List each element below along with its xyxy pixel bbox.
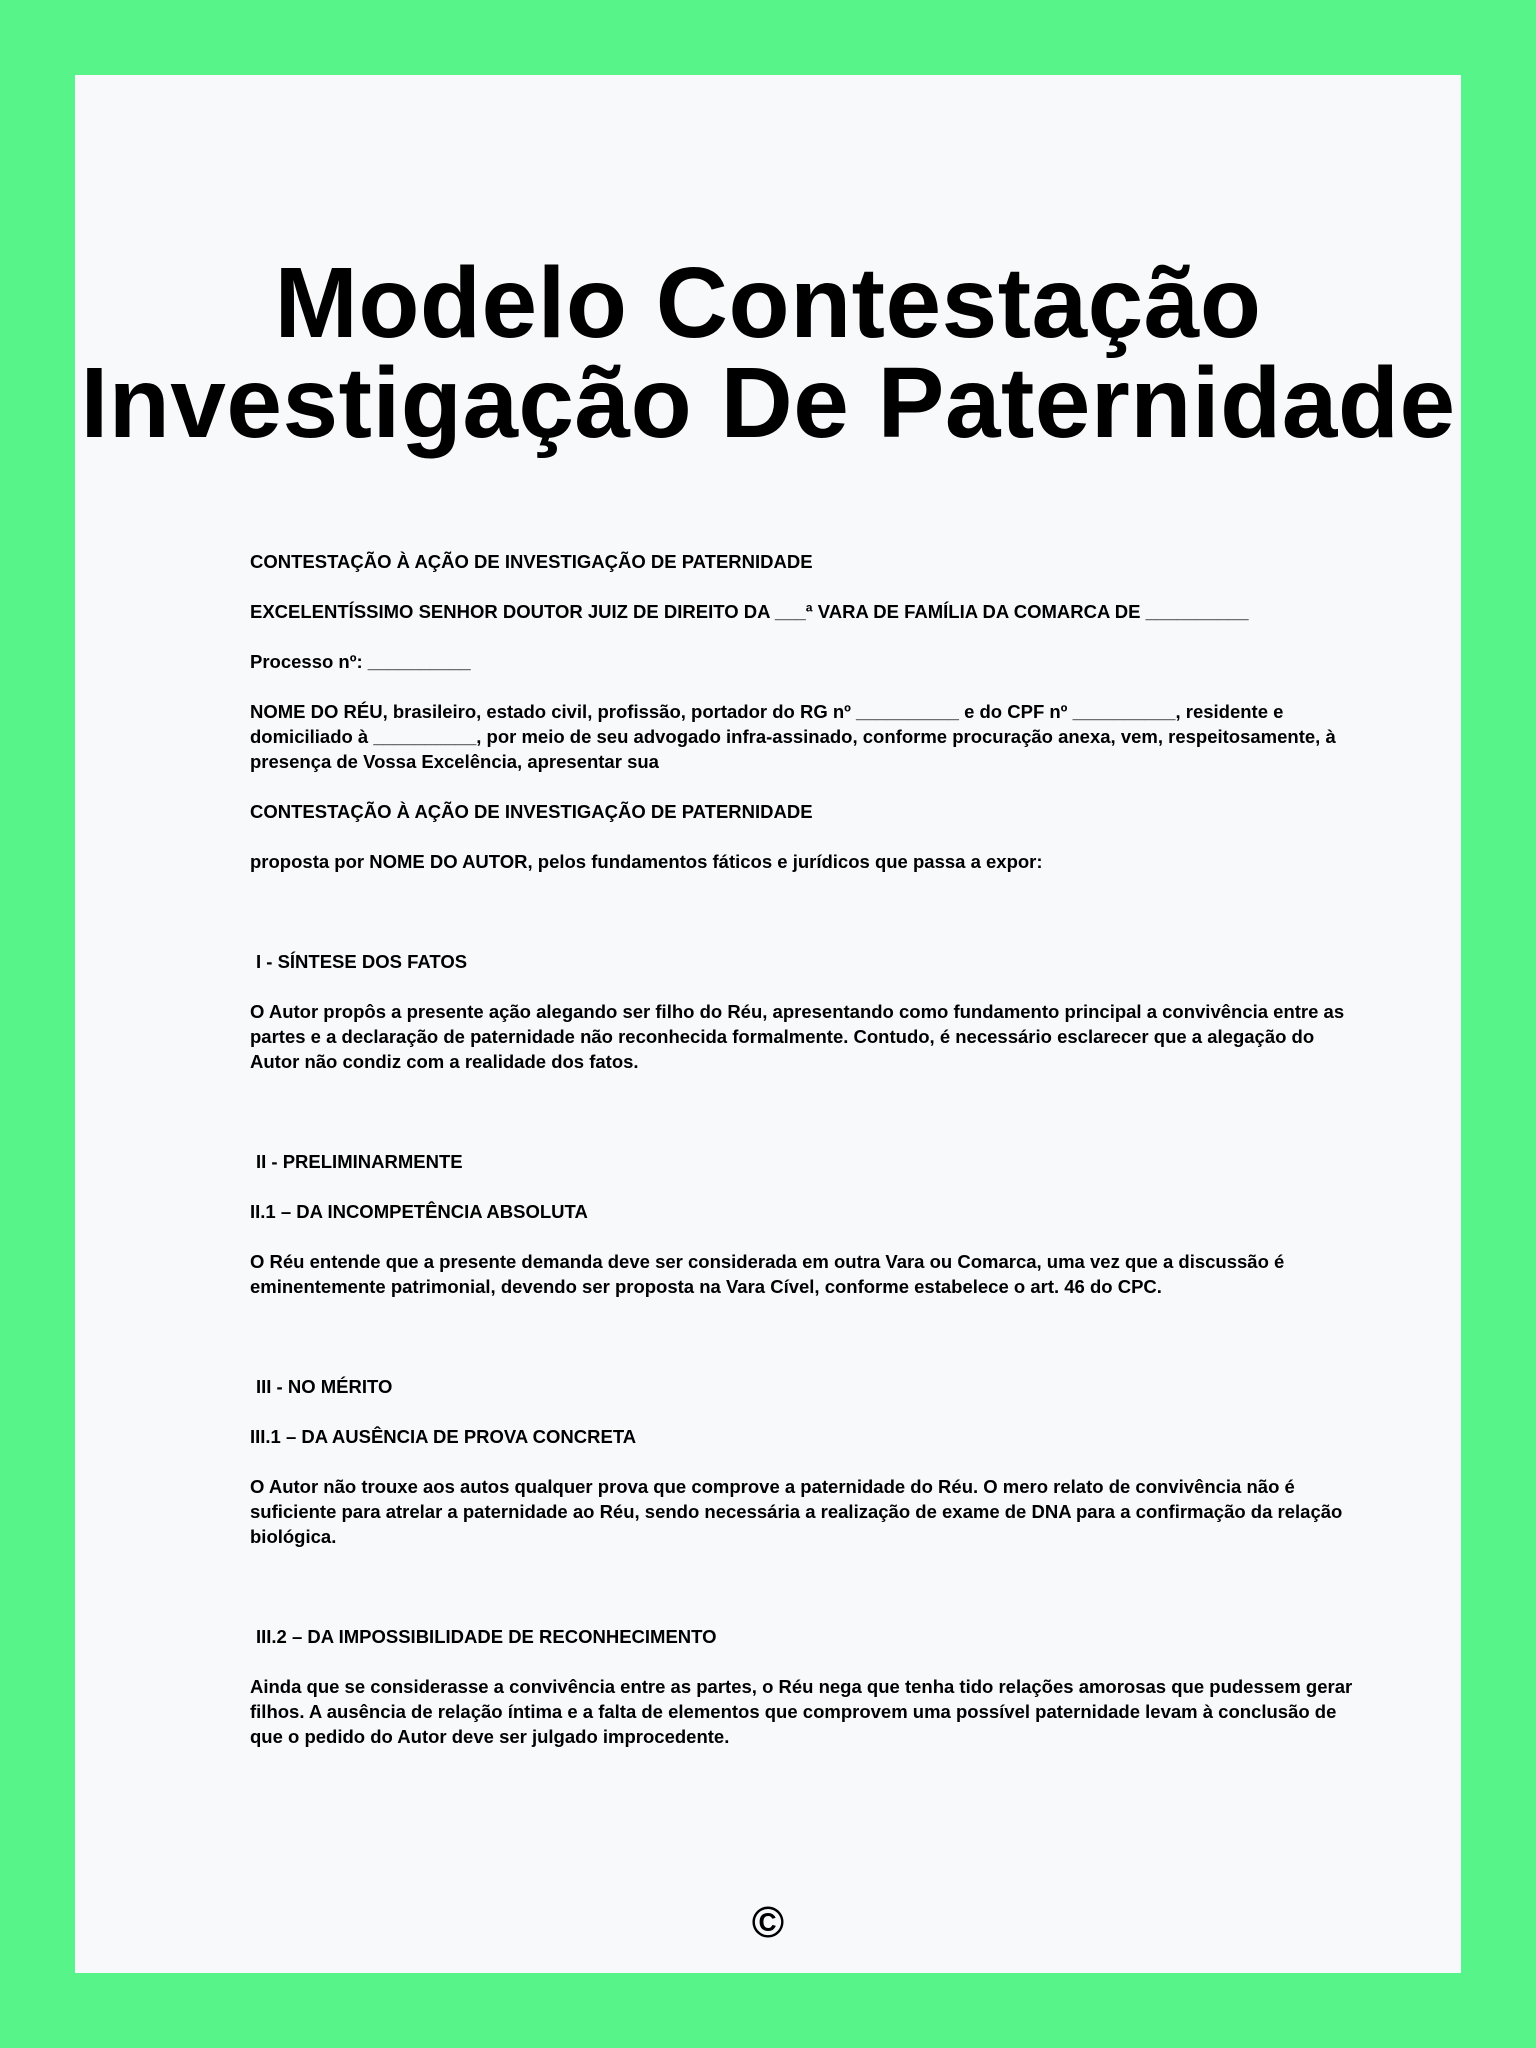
section-3-2-text: Ainda que se considerasse a convivência entre as partes, o Réu nega que tenha tido relações amorosas que pudessem gerar filhos. A ausência de relação íntima e a falta de elementos que comprovem uma possível paternidade levam à conclusão de que o pedido do Autor deve ser julgado improcedente. — [250, 1676, 1353, 1747]
section-3-1-title: III.1 – DA AUSÊNCIA DE PROVA CONCRETA — [250, 1426, 637, 1447]
page-title — [75, 247, 1461, 459]
court-address: EXCELENTÍSSIMO SENHOR DOUTOR JUIZ DE DIREITO DA ___ª VARA DE FAMÍLIA DA COMARCA DE __________ — [250, 601, 1249, 622]
section-3-title: III - NO MÉRITO — [256, 1376, 393, 1397]
document-body — [250, 549, 1365, 1749]
process-number: Processo nº: __________ — [250, 651, 471, 672]
title-line-1: Modelo Contestação — [274, 247, 1262, 359]
title-line-2: Investigação De Paternidade — [80, 347, 1456, 459]
section-1-text: O Autor propôs a presente ação alegando ser filho do Réu, apresentando como fundamento principal a convivência entre as partes e a declaração de paternidade não reconhecida formalmente. Contudo, é necessário esclarecer que a alegação do Autor não condiz com a realidade dos fatos. — [250, 1001, 1345, 1072]
section-3-2-title: III.2 – DA IMPOSSIBILIDADE DE RECONHECIMENTO — [256, 1626, 717, 1647]
section-2-title: II - PRELIMINARMENTE — [256, 1151, 463, 1172]
copyright-icon: © — [751, 1898, 785, 1947]
section-1-title: I - SÍNTESE DOS FATOS — [256, 951, 468, 972]
section-2-1-text: O Réu entende que a presente demanda deve ser considerada em outra Vara ou Comarca, uma vez que a discussão é eminentemente patrimonial, devendo ser proposta na Vara Cível, conforme estabelece o art. 46 do CPC. — [250, 1251, 1285, 1297]
contestation-heading-repeat: CONTESTAÇÃO À AÇÃO DE INVESTIGAÇÃO DE PATERNIDADE — [250, 801, 813, 822]
proposal-paragraph: proposta por NOME DO AUTOR, pelos fundamentos fáticos e jurídicos que passa a expor: — [250, 851, 1043, 872]
contestation-heading: CONTESTAÇÃO À AÇÃO DE INVESTIGAÇÃO DE PATERNIDADE — [250, 551, 813, 572]
introduction-paragraph: NOME DO RÉU, brasileiro, estado civil, profissão, portador do RG nº __________ e do CPF nº __________, residente e domiciliado à __________, por meio de seu advogado infra-assinado, conforme procuração anexa, vem, respeitosamente, à presença de Vossa Excelência, apresentar sua — [250, 701, 1336, 772]
section-3-1-text: O Autor não trouxe aos autos qualquer prova que comprove a paternidade do Réu. O mero relato de convivência não é suficiente para atrelar a paternidade ao Réu, sendo necessária a realização de exame de DNA para a confirmação da relação biológica. — [250, 1476, 1343, 1547]
section-2-1-title: II.1 – DA INCOMPETÊNCIA ABSOLUTA — [250, 1201, 588, 1222]
document-page — [75, 75, 1461, 1973]
